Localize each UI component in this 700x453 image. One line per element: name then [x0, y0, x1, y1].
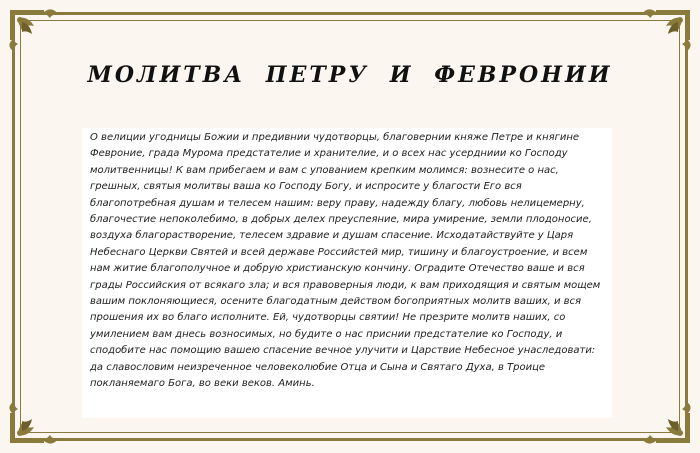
prayer-text: О велиции угодницы Божии и предивнии чудотворцы, благовернии княже Петре и княгине Февроние, града Мурома предстателие и хранителие, и о всех нас усердниии ко Господу молитвенницы! К вам прибегаем и вам с упованием крепким молимся: вознесите о нас, грешных, святыя молитвы ваша ко Господу Богу, и испросите у благости Его вся благопотребная душам и телесем нашим: веру праву, надежду благу, любовь нелицемерну, благочестие непоколебимо, в добрых делех преуспеяние, мира умирение, земли плодоносие, воздуха благорастворение, телесем здравие и душам спасение. Исходатайствуйте у Царя Небеснаго Церкви Святей и всей державе Российстей мир, тишину и благоустроение, и всем нам житие благополучное и добрую христианскую кончину. Оградите Отечество ваше и вся грады Российския от всякаго зла; и вся правоверныя люди, к вам приходящия и святым мощем вашим поклоняющиеся, осените благодатным действом богоприятных молитв ваших, и вся прошения их во благо исполните. Ей, чудотворцы святии! Не презрите молитв наших, со умилением вам днесь возносимых, но будите о нас приснии предстателие ко Господу, и сподобите нас помощию вашею спасение вечное улучити и Царствие Небесное унаследовати: да славословим неизреченное человеколюбие Отца и Сына и Святаго Духа, в Троице покланяемаго Бога, во веки веков. Аминь.	[90, 132, 601, 390]
corner-ornament-icon	[636, 0, 700, 52]
corner-ornament-icon	[0, 0, 64, 52]
page-title: МОЛИТВА ПЕТРУ И ФЕВРОНИИ	[87, 62, 613, 88]
corner-ornament-icon	[636, 401, 700, 453]
corner-ornament-icon	[0, 401, 64, 453]
